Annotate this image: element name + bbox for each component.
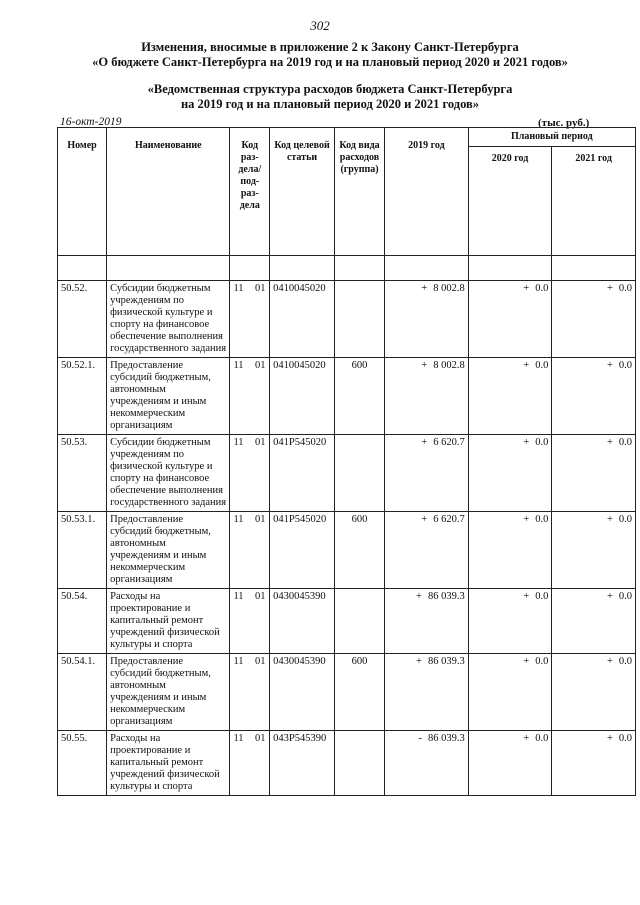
row-target-code: 0430045390 [270,589,335,654]
row-number: 50.52.1. [58,358,107,435]
row-target-code: 0410045020 [270,281,335,358]
row-expense-type [334,281,384,358]
row-2020-amount: + 0.0 [468,358,552,435]
row-2021-amount: + 0.0 [552,281,636,358]
row-name: Субсидии бюджетным учреждениям по физической культуре и спорту на финансовое обеспечение выполнения государственного задания [107,281,230,358]
document-title [60,40,600,70]
row-2020-amount: + 0.0 [468,281,552,358]
row-target-code: 041P545020 [270,435,335,512]
row-2020-amount: + 0.0 [468,435,552,512]
row-expense-type: 600 [334,512,384,589]
header-section: Код раз- дела/ под- раз- дела [230,128,270,256]
row-target-code: 0430045390 [270,654,335,731]
row-target-code: 041P545020 [270,512,335,589]
row-number: 50.55. [58,731,107,796]
row-target-code: 043P545390 [270,731,335,796]
row-name: Предоставление субсидий бюджетным, автономным учреждениям и иным некоммерческим организациям [107,512,230,589]
row-section-code: 11 01 [230,281,270,358]
row-2020-amount: + 0.0 [468,731,552,796]
table-row [58,512,636,589]
units-label: (тыс. руб.) [538,117,590,129]
row-expense-type [334,435,384,512]
row-expense-type [334,589,384,654]
row-2019-amount: + 86 039.3 [385,589,469,654]
header-2020: 2020 год [468,147,552,256]
subtitle-line: на 2019 год и на плановый период 2020 и 2021 годов» [180,97,480,111]
row-expense-type: 600 [334,654,384,731]
row-section-code: 11 01 [230,731,270,796]
row-number: 50.54.1. [58,654,107,731]
row-section-code: 11 01 [230,654,270,731]
row-name: Предоставление субсидий бюджетным, автономным учреждениям и иным некоммерческим организациям [107,654,230,731]
row-number: 50.52. [58,281,107,358]
row-expense-type [334,731,384,796]
row-name: Расходы на проектирование и капитальный ремонт учреждений физической культуры и спорта [107,589,230,654]
row-2021-amount: + 0.0 [552,589,636,654]
row-target-code: 0410045020 [270,358,335,435]
table-row [58,281,636,358]
document-subtitle [60,82,600,112]
row-section-code: 11 01 [230,512,270,589]
table-row [58,589,636,654]
row-2021-amount: + 0.0 [552,654,636,731]
header-name: Наименование [107,128,230,256]
header-planned-period: Плановый период [468,128,635,147]
row-2021-amount: + 0.0 [552,731,636,796]
row-2021-amount: + 0.0 [552,435,636,512]
title-line: «О бюджете Санкт-Петербурга на 2019 год и на плановый период 2020 и 2021 годов» [92,55,568,69]
row-2019-amount: + 6 620.7 [385,435,469,512]
subtitle-line: «Ведомственная структура расходов бюджета Санкт-Петербурга [147,82,513,96]
spacer-row [58,256,636,281]
row-name: Предоставление субсидий бюджетным, автономным учреждениям и иным некоммерческим организациям [107,358,230,435]
header-2019: 2019 год [385,128,469,256]
row-2019-amount: + 8 002.8 [385,281,469,358]
row-section-code: 11 01 [230,435,270,512]
row-2021-amount: + 0.0 [552,512,636,589]
row-2020-amount: + 0.0 [468,589,552,654]
header-number: Номер [58,128,107,256]
table-row [58,654,636,731]
row-name: Расходы на проектирование и капитальный ремонт учреждений физической культуры и спорта [107,731,230,796]
title-line: Изменения, вносимые в приложение 2 к Закону Санкт-Петербурга [141,40,519,54]
row-2020-amount: + 0.0 [468,654,552,731]
table-row [58,435,636,512]
row-2019-amount: + 6 620.7 [385,512,469,589]
document-date: 16-окт-2019 [60,116,122,128]
table-header [58,128,636,256]
row-name: Субсидии бюджетным учреждениям по физической культуре и спорту на финансовое обеспечение выполнения государственного задания [107,435,230,512]
row-section-code: 11 01 [230,358,270,435]
table-row [58,731,636,796]
header-expense-type: Код вида расходов (группа) [334,128,384,256]
header-2021: 2021 год [552,147,636,256]
row-section-code: 11 01 [230,589,270,654]
row-number: 50.54. [58,589,107,654]
row-expense-type: 600 [334,358,384,435]
row-2019-amount: + 8 002.8 [385,358,469,435]
row-2019-amount: - 86 039.3 [385,731,469,796]
row-number: 50.53.1. [58,512,107,589]
page-number: 302 [310,18,330,33]
row-2021-amount: + 0.0 [552,358,636,435]
header-target-code: Код целевой статьи [270,128,335,256]
table-body [58,256,636,796]
row-number: 50.53. [58,435,107,512]
row-2020-amount: + 0.0 [468,512,552,589]
budget-table [57,127,636,796]
row-2019-amount: + 86 039.3 [385,654,469,731]
table-row [58,358,636,435]
